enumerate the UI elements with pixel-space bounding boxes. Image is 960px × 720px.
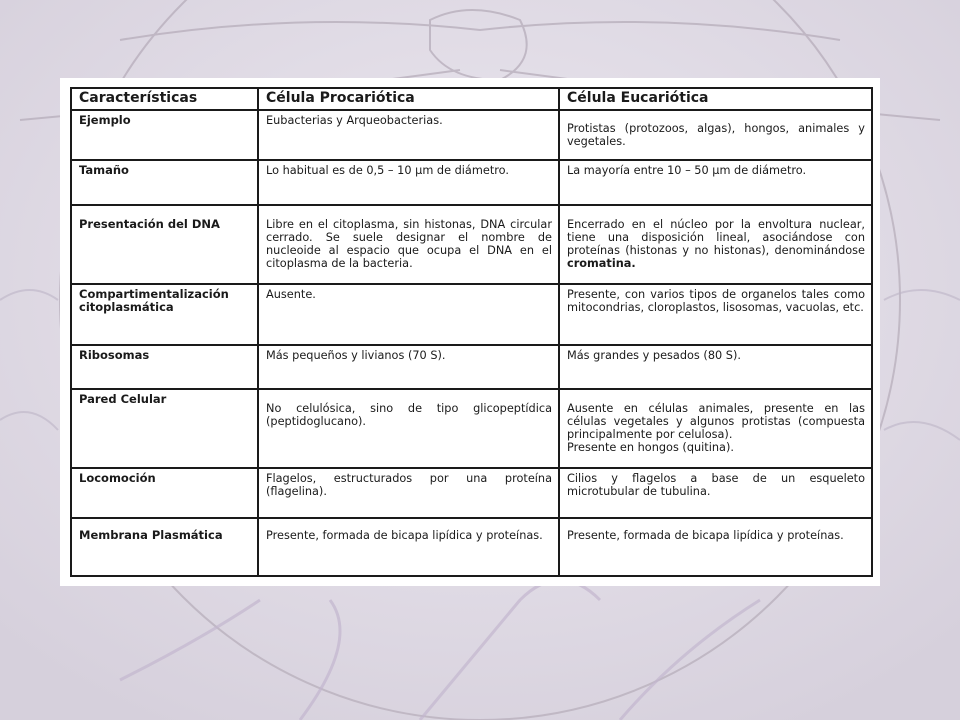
column-header-prokaryote: Célula Procariótica — [258, 88, 559, 110]
row-feature: Membrana Plasmática — [71, 518, 258, 576]
eukaryote-cell: Más grandes y pesados (80 S). — [559, 345, 872, 389]
table-row — [71, 284, 872, 345]
table-row — [71, 468, 872, 518]
prokaryote-cell: Más pequeños y livianos (70 S). — [258, 345, 559, 389]
cell-comparison-table — [70, 87, 873, 577]
eukaryote-cell: Presente, con varios tipos de organelos tales como mitocondrias, cloroplastos, lisosomas, vacuolas, etc. — [559, 284, 872, 345]
table-row — [71, 389, 872, 468]
row-feature: Pared Celular — [71, 389, 258, 468]
table-row — [71, 345, 872, 389]
table-header-row — [71, 88, 872, 110]
eukaryote-cell: Presente, formada de bicapa lipídica y proteínas. — [559, 518, 872, 576]
emphasis-text: cromatina. — [567, 257, 636, 270]
table-row — [71, 518, 872, 576]
prokaryote-cell: Flagelos, estructurados por una proteína (flagelina). — [258, 468, 559, 518]
prokaryote-cell: Ausente. — [258, 284, 559, 345]
eukaryote-cell — [559, 389, 872, 468]
eukaryote-cell: Protistas (protozoos, algas), hongos, animales y vegetales. — [559, 110, 872, 160]
row-feature: Ribosomas — [71, 345, 258, 389]
row-feature: Presentación del DNA — [71, 205, 258, 284]
table-row — [71, 110, 872, 160]
eukaryote-cell — [559, 205, 872, 284]
eukaryote-cell: La mayoría entre 10 – 50 µm de diámetro. — [559, 160, 872, 205]
eukaryote-text: Ausente en células animales, presente en las células vegetales y algunos protistas (compuesta principalmente por celulosa). — [567, 402, 865, 441]
row-feature: Compartimentalización citoplasmática — [71, 284, 258, 345]
prokaryote-cell: No celulósica, sino de tipo glicopeptídica (peptidoglucano). — [258, 389, 559, 468]
slide-panel — [60, 78, 880, 586]
row-feature: Tamaño — [71, 160, 258, 205]
table-row — [71, 205, 872, 284]
prokaryote-cell: Eubacterias y Arqueobacterias. — [258, 110, 559, 160]
table-row — [71, 160, 872, 205]
row-feature: Ejemplo — [71, 110, 258, 160]
eukaryote-cell: Cilios y flagelos a base de un esqueleto microtubular de tubulina. — [559, 468, 872, 518]
row-feature: Locomoción — [71, 468, 258, 518]
prokaryote-cell: Lo habitual es de 0,5 – 10 µm de diámetro. — [258, 160, 559, 205]
eukaryote-text: Encerrado en el núcleo por la envoltura nuclear, tiene una disposición lineal, asociándose con proteínas (histonas y no histonas), denominándose — [567, 218, 865, 257]
column-header-eukaryote: Célula Eucariótica — [559, 88, 872, 110]
prokaryote-cell: Presente, formada de bicapa lipídica y proteínas. — [258, 518, 559, 576]
column-header-features: Características — [71, 88, 258, 110]
eukaryote-extra-text: Presente en hongos (quitina). — [567, 441, 734, 454]
prokaryote-cell: Libre en el citoplasma, sin histonas, DNA circular cerrado. Se suele designar el nombre de nucleoide al espacio que ocupa el DNA en el citoplasma de la bacteria. — [258, 205, 559, 284]
